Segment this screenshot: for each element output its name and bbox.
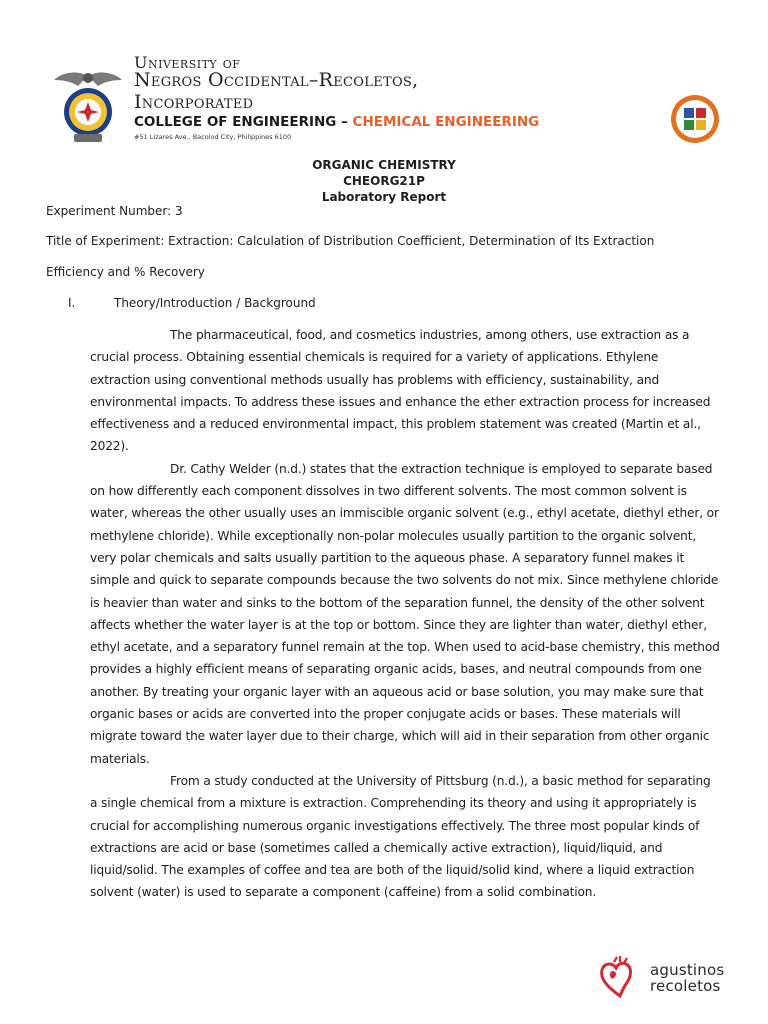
university-name-line1: Negros Occidental–Recoletos, — [134, 69, 419, 91]
university-name — [134, 69, 554, 113]
course-code: CHEORG21P — [343, 174, 425, 188]
brand-name — [650, 962, 724, 994]
experiment-title-line1: Title of Experiment: Extraction: Calculation of Distribution Coefficient, Determination of Its Extraction — [46, 234, 655, 248]
paragraph: Dr. Cathy Welder (n.d.) states that the extraction technique is employed to separate based on how differently each component dissolves in two different solvents. The most common solvent is water, whereas the other usually uses an immiscible organic solvent (e.g., ethyl acetate, diethyl ether, or methylene chloride). While exceptionally non-polar molecules usually partition to the organic solvent, very polar chemicals and salts usually partition to the aqueous phase. A separatory funnel makes it simple and quick to separate compounds because the two solvents do not mix. Since methylene chloride is heavier than water and sinks to the bottom of the separation funnel, the density of the other solvent affects whether the water layer is at the top or bottom. Since they are lighter than water, diethyl ether, ethyl acetate, and a separatory funnel remain at the top. When used to acid-base chemistry, this method provides a highly efficient means of separating organic acids, bases, and neutral compounds from one another. By treating your organic layer with an aqueous acid or base solution, you may make sure that organic bases or acids are converted into the proper conjugate acids or bases. These materials will migrate toward the water layer due to their charge, which will aid in their separation from other organic materials. — [90, 461, 720, 766]
section-number: I. — [68, 296, 76, 310]
course-block — [0, 157, 768, 205]
department-seal-icon — [664, 94, 726, 144]
experiment-title-line2: Efficiency and % Recovery — [46, 265, 205, 279]
university-name-line2: Incorporated — [134, 91, 254, 113]
college-title — [134, 114, 539, 130]
course-name: ORGANIC CHEMISTRY — [312, 158, 456, 172]
brand-line1: agustinos — [650, 961, 725, 979]
body-text — [90, 324, 720, 904]
section-title: Theory/Introduction / Background — [114, 296, 316, 310]
experiment-number: Experiment Number: 3 — [46, 204, 183, 218]
university-seal-icon — [52, 68, 124, 146]
report-type: Laboratory Report — [321, 190, 447, 204]
paragraph: The pharmaceutical, food, and cosmetics industries, among others, use extraction as a crucial process. Obtaining essential chemicals is required for a variety of applications. Ethylene extraction using conventional methods usually has problems with efficiency, sustainability, and environmental impacts. To address these issues and enhance the ether extraction process for increased effectiveness and a reduced environmental impact, this problem statement was created (Martin et al., 2022). — [90, 328, 711, 454]
program-name: CHEMICAL ENGINEERING — [352, 114, 540, 130]
address: #51 Lizares Ave., Bacolod City, Philippines 6100 — [134, 133, 292, 141]
paragraph: From a study conducted at the University of Pittsburg (n.d.), a basic method for separating a single chemical from a mixture is extraction. Comprehending its theory and using it appropriately is crucial for accomplishing numerous organic investigations effectively. The three most popular kinds of extractions are acid or base (sometimes called a chemically active extraction), liquid/liquid, and liquid/solid. The examples of coffee and tea are both of the liquid/solid kind, where a liquid extraction solvent (water) is used to separate a component (caffeine) from a solid combination. — [90, 773, 711, 900]
university-label: University of — [134, 53, 241, 72]
college-name: COLLEGE OF ENGINEERING – — [134, 114, 353, 130]
brand-line2: recoletos — [650, 977, 721, 995]
section-heading — [68, 296, 316, 310]
